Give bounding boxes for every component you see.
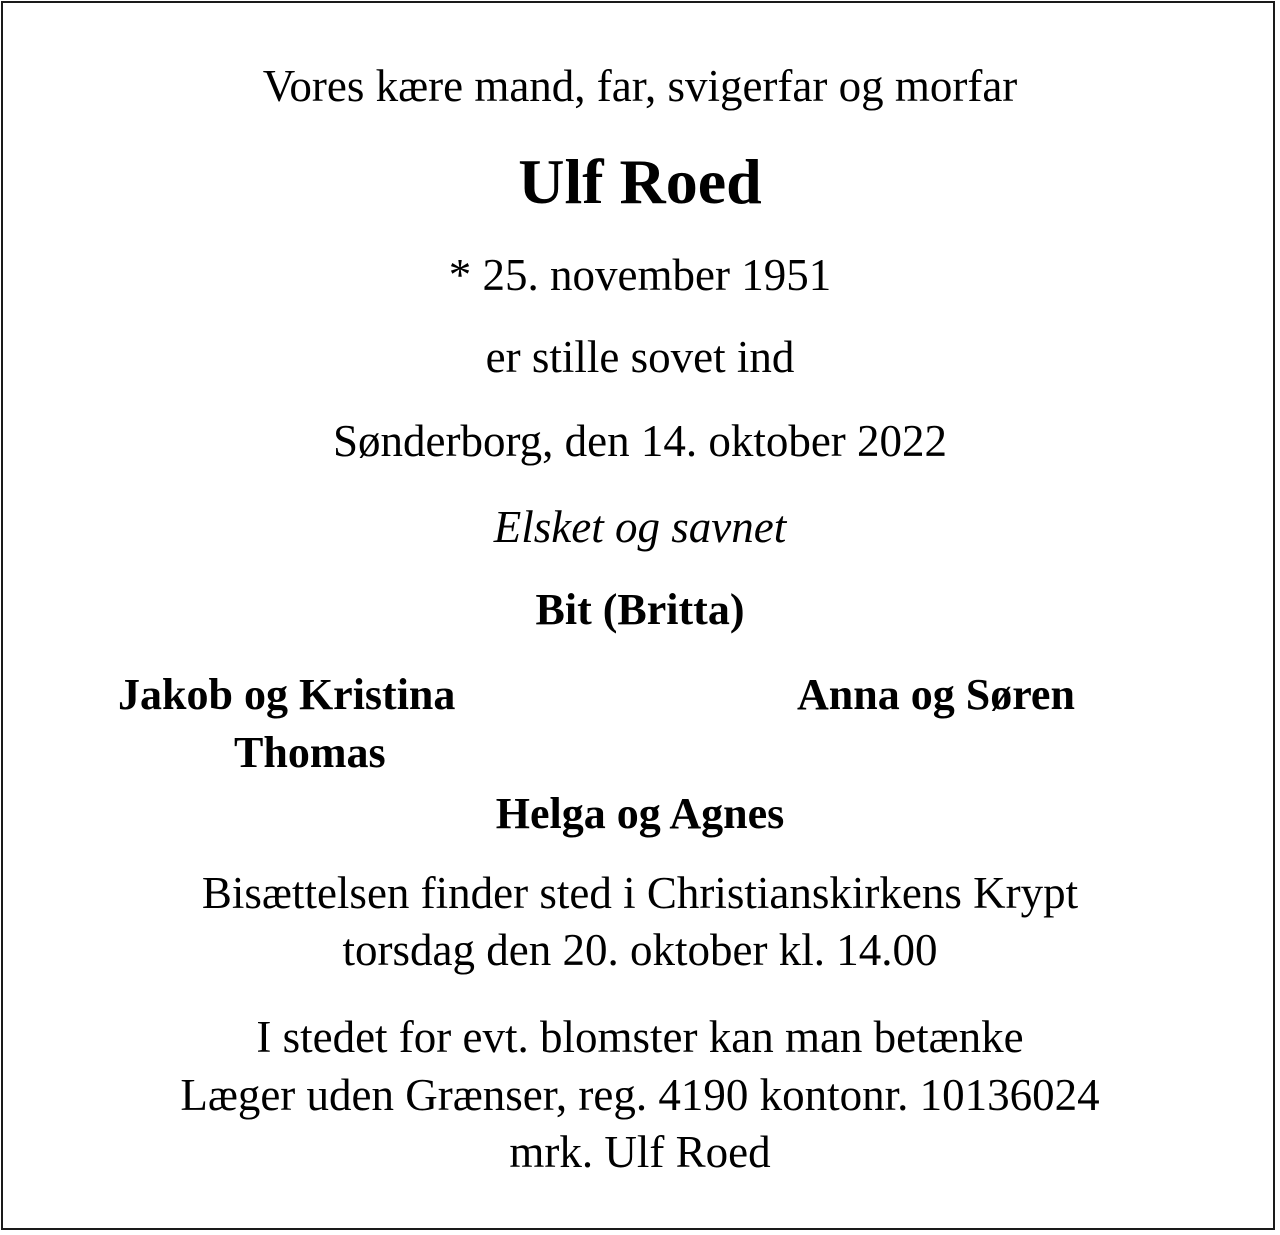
family-left-child: Thomas (234, 728, 386, 777)
family-right-names: Anna og Søren (797, 670, 1075, 719)
birth-date: * 25. november 1951 (448, 250, 832, 300)
place-date: Sønderborg, den 14. oktober 2022 (332, 416, 948, 466)
ceremony-line-2: torsdag den 20. oktober kl. 14.00 (342, 925, 938, 975)
donation-line-3: mrk. Ulf Roed (509, 1127, 771, 1177)
deceased-name: Ulf Roed (518, 146, 762, 217)
ceremony-line-1: Bisættelsen finder sted i Christianskirkens Krypt (201, 868, 1079, 918)
family-left-names: Jakob og Kristina (118, 670, 456, 719)
donation-line-1: I stedet for evt. blomster kan man betænke (256, 1012, 1024, 1062)
passing-text: er stille sovet ind (485, 332, 795, 382)
spouse-name: Bit (Britta) (535, 585, 745, 634)
love-line: Elsket og savnet (493, 502, 787, 552)
donation-line-2: Læger uden Grænser, reg. 4190 kontonr. 10136024 (180, 1070, 1100, 1120)
grandchildren-names: Helga og Agnes (495, 789, 785, 838)
intro-text: Vores kære mand, far, svigerfar og morfar (262, 61, 1018, 111)
